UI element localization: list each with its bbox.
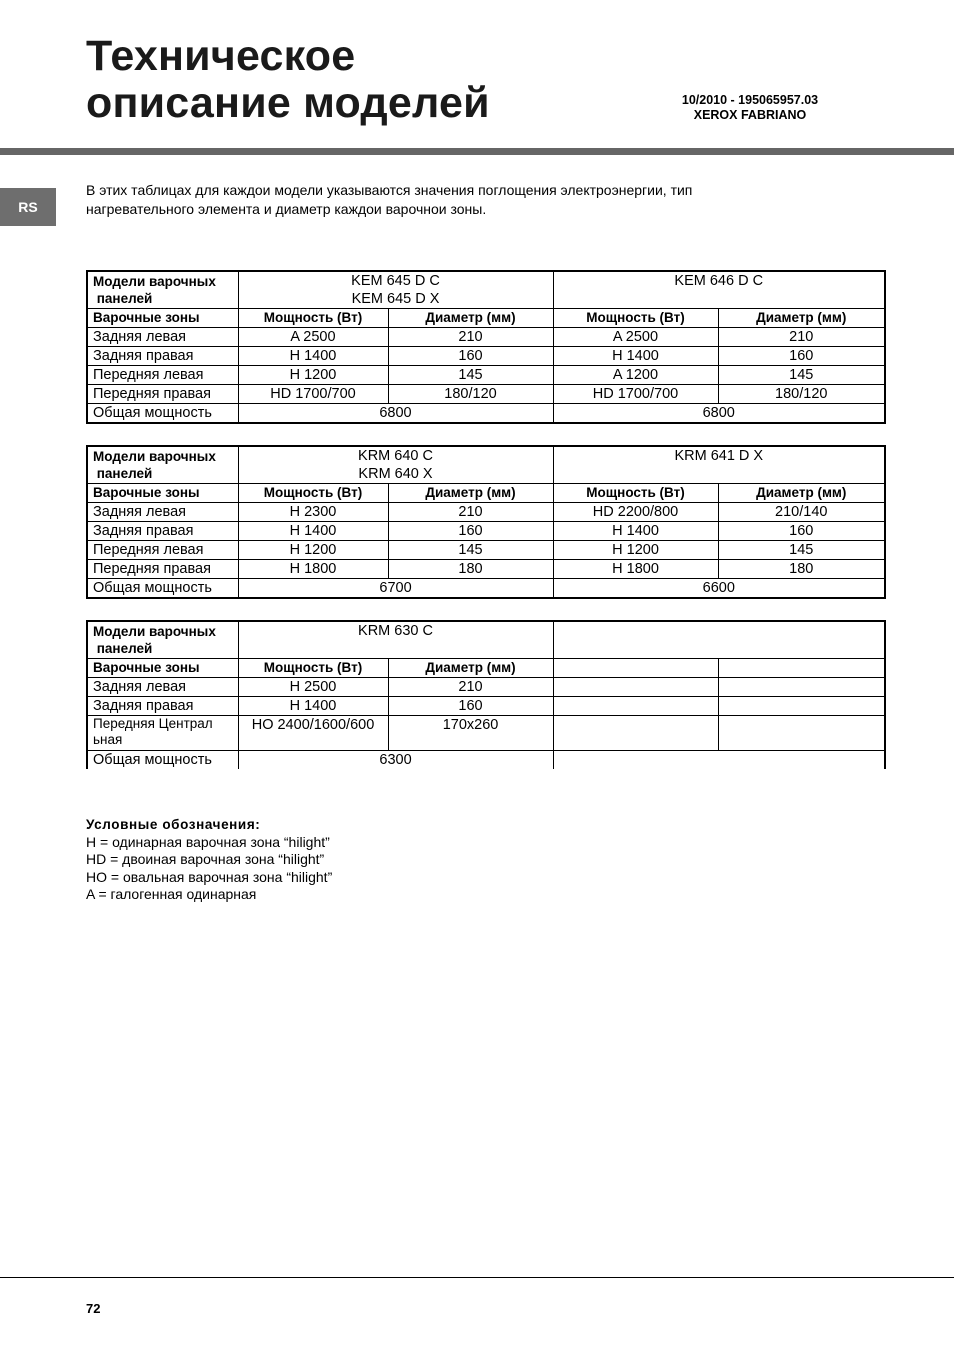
zones-header: Варочные зоны — [87, 658, 238, 677]
power-value: H 2300 — [238, 503, 388, 522]
power-value: H 1800 — [553, 560, 718, 579]
power-value: H 1400 — [238, 696, 388, 715]
power-value: H 1400 — [553, 522, 718, 541]
empty-cell — [553, 658, 718, 677]
diameter-value: 180 — [718, 560, 885, 579]
zone-label: Задняя левая — [87, 328, 238, 347]
model-name-cell-a — [238, 271, 553, 309]
spec-table-2 — [86, 445, 886, 599]
table-row — [87, 522, 885, 541]
diameter-value: 145 — [718, 541, 885, 560]
diameter-value: 145 — [718, 366, 885, 385]
total-label: Общая мощность — [87, 579, 238, 599]
total-value: 6600 — [553, 579, 885, 599]
models-header-cell — [87, 446, 238, 484]
table-row — [87, 560, 885, 579]
power-value: HD 1700/700 — [238, 385, 388, 404]
power-header: Мощность (Вт) — [553, 484, 718, 503]
header-divider-bar — [0, 148, 954, 155]
spec-table-3 — [86, 620, 886, 769]
model-name-cell-b — [553, 271, 885, 309]
diameter-value: 210 — [388, 328, 553, 347]
model-name-cell-a — [238, 621, 553, 658]
diameter-value: 170x260 — [388, 715, 553, 750]
power-value: A 2500 — [238, 328, 388, 347]
diameter-header: Диаметр (мм) — [718, 484, 885, 503]
empty-cell — [718, 677, 885, 696]
table-row — [87, 677, 885, 696]
empty-cell — [718, 658, 885, 677]
power-header: Мощность (Вт) — [238, 658, 388, 677]
power-header: Мощность (Вт) — [238, 484, 388, 503]
zone-label: Задняя левая — [87, 677, 238, 696]
diameter-header: Диаметр (мм) — [388, 658, 553, 677]
power-header: Мощность (Вт) — [238, 309, 388, 328]
table-row — [87, 366, 885, 385]
zone-label: Передняя правая — [87, 385, 238, 404]
models-label-line1: Модели варочных — [93, 274, 216, 289]
page-title-line2: описание моделей — [86, 79, 490, 127]
table-row — [87, 696, 885, 715]
models-label-line1: Модели варочных — [93, 449, 216, 464]
zone-label-line2: ьная — [93, 731, 123, 747]
models-label-line2: панелей — [96, 466, 153, 481]
empty-cell — [553, 715, 718, 750]
zone-label: Задняя правая — [87, 522, 238, 541]
power-value: H 1400 — [553, 347, 718, 366]
model-name: KEM 645 D X — [351, 291, 440, 307]
power-value: A 1200 — [553, 366, 718, 385]
zone-label: Передняя левая — [87, 366, 238, 385]
footer-divider — [0, 1277, 954, 1278]
total-value: 6700 — [238, 579, 553, 599]
diameter-value: 180/120 — [718, 385, 885, 404]
models-label-line2: панелей — [96, 291, 153, 306]
diameter-value: 210 — [388, 503, 553, 522]
spec-table-1 — [86, 270, 886, 424]
power-value: HD 2200/800 — [553, 503, 718, 522]
legend — [86, 816, 332, 904]
models-label-line2: панелей — [96, 641, 153, 656]
language-tab: RS — [0, 188, 56, 226]
legend-item: HO = овальная варочная зона “hilight” — [86, 868, 333, 885]
table-row — [87, 503, 885, 522]
legend-item: H = одинарная варочная зона “hilight” — [86, 833, 330, 850]
model-name: KEM 646 D C — [674, 273, 764, 289]
diameter-value: 180/120 — [388, 385, 553, 404]
legend-item: HD = двоиная варочная зона “hilight” — [86, 851, 325, 867]
diameter-value: 210/140 — [718, 503, 885, 522]
models-header-cell — [87, 271, 238, 309]
empty-cell — [553, 677, 718, 696]
zone-label: Задняя правая — [87, 696, 238, 715]
power-value: HD 1700/700 — [553, 385, 718, 404]
model-name-cell-b — [553, 446, 885, 484]
zone-label: Задняя левая — [87, 503, 238, 522]
power-value: HO 2400/1600/600 — [238, 715, 388, 750]
model-name: KEM 645 D C — [351, 273, 440, 289]
model-name-cell-a — [238, 446, 553, 484]
page-title-line1: Техническое — [86, 32, 356, 80]
document-code — [640, 93, 860, 123]
power-value: H 1200 — [553, 541, 718, 560]
zone-label: Передняя правая — [87, 560, 238, 579]
diameter-value: 180 — [388, 560, 553, 579]
models-label-line1: Модели варочных — [93, 624, 216, 639]
page-title — [86, 33, 490, 127]
empty-cell — [718, 696, 885, 715]
total-value: 6800 — [238, 404, 553, 424]
empty-cell — [553, 696, 718, 715]
diameter-value: 145 — [388, 366, 553, 385]
legend-title: Условные обозначения: — [86, 817, 261, 832]
total-label: Общая мощность — [87, 750, 238, 769]
diameter-value: 210 — [718, 328, 885, 347]
power-value: H 1400 — [238, 522, 388, 541]
diameter-value: 160 — [718, 522, 885, 541]
intro-line2: нагревательного элемента и диаметр каждои варочнои зоны. — [86, 201, 487, 217]
diameter-value: 160 — [388, 696, 553, 715]
power-value: H 1400 — [238, 347, 388, 366]
table-row — [87, 541, 885, 560]
total-row — [87, 404, 885, 424]
zone-label: Задняя правая — [87, 347, 238, 366]
power-value: A 2500 — [553, 328, 718, 347]
table-row — [87, 385, 885, 404]
diameter-value: 210 — [388, 677, 553, 696]
model-name: KRM 640 C — [358, 448, 433, 464]
diameter-header: Диаметр (мм) — [388, 309, 553, 328]
empty-cell — [718, 715, 885, 750]
total-row — [87, 750, 885, 769]
power-value: H 1800 — [238, 560, 388, 579]
legend-item: A = галогенная одинарная — [86, 886, 257, 902]
table-row — [87, 328, 885, 347]
zone-label-line1: Передняя Централ — [93, 715, 213, 731]
model-name: KRM 641 D X — [674, 448, 764, 464]
page-number: 72 — [86, 1301, 101, 1316]
diameter-value: 160 — [718, 347, 885, 366]
diameter-header: Диаметр (мм) — [718, 309, 885, 328]
table-row — [87, 715, 885, 750]
document-code-line1: 10/2010 - 195065957.03 — [681, 93, 819, 107]
table-row — [87, 347, 885, 366]
power-value: H 2500 — [238, 677, 388, 696]
diameter-value: 160 — [388, 347, 553, 366]
diameter-value: 145 — [388, 541, 553, 560]
intro-line1: В этих таблицах для каждои модели указываются значения поглощения электроэнергии, тип — [86, 182, 693, 198]
power-value: H 1200 — [238, 366, 388, 385]
model-name: KRM 640 X — [358, 466, 433, 482]
empty-model-cell — [553, 621, 885, 658]
zones-header: Варочные зоны — [87, 484, 238, 503]
models-header-cell — [87, 621, 238, 658]
total-value: 6300 — [238, 750, 553, 769]
zone-label — [87, 715, 238, 750]
total-value: 6800 — [553, 404, 885, 424]
zone-label: Передняя левая — [87, 541, 238, 560]
zones-header: Варочные зоны — [87, 309, 238, 328]
power-header: Мощность (Вт) — [553, 309, 718, 328]
diameter-header: Диаметр (мм) — [388, 484, 553, 503]
model-name: KRM 630 C — [358, 623, 433, 639]
total-row — [87, 579, 885, 599]
intro-paragraph — [86, 181, 806, 219]
empty-cell — [553, 750, 885, 769]
total-label: Общая мощность — [87, 404, 238, 424]
power-value: H 1200 — [238, 541, 388, 560]
document-code-line2: XEROX FABRIANO — [693, 108, 807, 122]
diameter-value: 160 — [388, 522, 553, 541]
